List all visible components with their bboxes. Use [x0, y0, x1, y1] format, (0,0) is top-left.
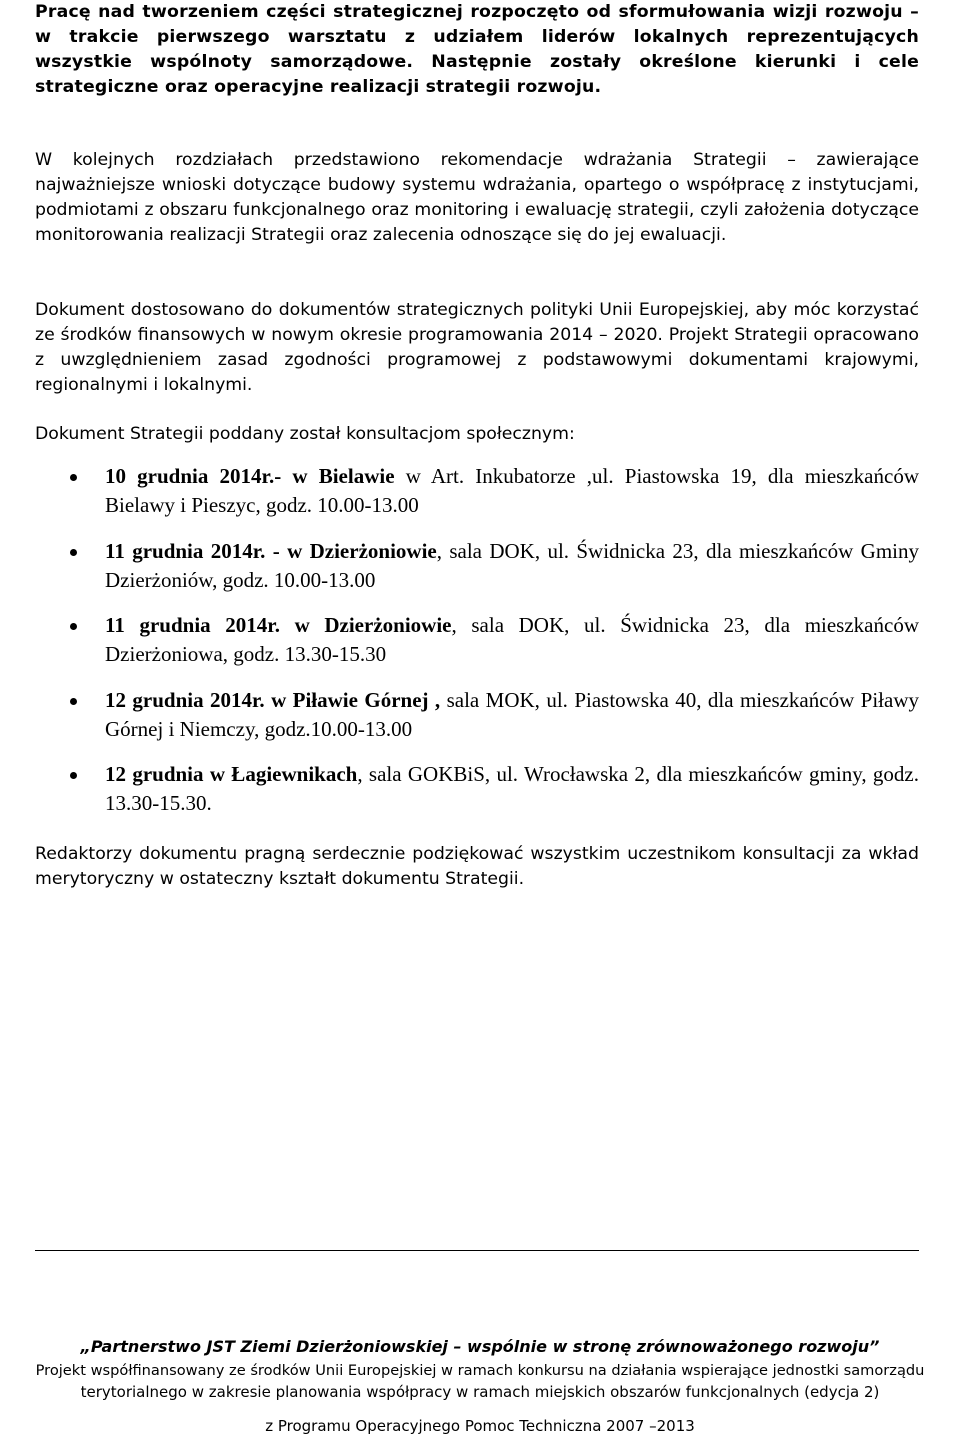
bullet-icon: [70, 549, 77, 556]
footer-tagline: „Partnerstwo JST Ziemi Dzierżoniowskiej – wspólnie w stronę zrównoważonego rozwoju”: [80, 1337, 880, 1356]
acknowledgement-paragraph: Redaktorzy dokumentu pragną serdecznie podziękować wszystkim uczestnikom konsultacji za wkład merytoryczny w ostateczny kształt dokumentu Strategii.: [35, 844, 919, 889]
consultation-details: w Art. Inkubatorze ,ul. Piastowska 19, dla mieszkańców Bielawy i Pieszyc, godz. 10.00-13.00: [105, 464, 919, 517]
consultation-date-place: 11 grudnia 2014r. - w Dzierżoniowie: [105, 539, 437, 563]
footer-funding-line-2: terytorialnego w zakresie planowania współpracy w ramach miejskich obszarów funkcjonalnych (edycja 2): [80, 1383, 880, 1401]
consultation-date-place: 12 grudnia 2014r. w Piławie Górnej ,: [105, 688, 441, 712]
footer-funding-line-1: Projekt współfinansowany ze środków Unii Europejskiej w ramach konkursu na działania wspierające jednostki samorządu: [35, 1362, 925, 1379]
footer-divider: [35, 1250, 919, 1251]
consultation-item: [105, 760, 919, 818]
intro-paragraph: Pracę nad tworzeniem części strategicznej rozpoczęto od sformułowania wizji rozwoju – w trakcie pierwszego warsztatu z udziałem liderów lokalnych reprezentujących wszystkie wspólnoty samorządowe. Następnie zostały określone kierunki i cele strategiczne oraz operacyjne realizacji strategii rozwoju.: [35, 2, 919, 97]
consultation-item: [105, 611, 919, 669]
consultation-date-place: 12 grudnia w Łagiewnikach: [105, 762, 358, 786]
consultation-item: [105, 462, 919, 520]
bullet-icon: [70, 474, 77, 481]
bullet-icon: [70, 698, 77, 705]
footer-program-line: z Programu Operacyjnego Pomoc Techniczna 2007 –2013: [265, 1417, 695, 1435]
consultation-item: [105, 537, 919, 595]
consultation-details: , sala GOKBiS, ul. Wrocławska 2, dla mieszkańców gminy, godz. 13.30-15.30.: [105, 762, 919, 815]
consultations-intro: Dokument Strategii poddany został konsultacjom społecznym:: [35, 424, 575, 444]
consultation-details: , sala DOK, ul. Świdnicka 23, dla mieszkańców Gminy Dzierżoniów, godz. 10.00-13.00: [105, 539, 919, 592]
consultation-details: , sala DOK, ul. Świdnicka 23, dla mieszkańców Dzierżoniowa, godz. 13.30-15.30: [105, 613, 919, 666]
implementation-paragraph: W kolejnych rozdziałach przedstawiono rekomendacje wdrażania Strategii – zawierające najważniejsze wnioski dotyczące budowy systemu wdrażania, opartego o współpracę z instytucjami, podmiotami z obszaru funkcjonalnego oraz monitoring i ewaluację strategii, czyli założenia dotyczące monitorowania realizacji Strategii oraz zalecenia odnoszące się do jej ewaluacji.: [35, 150, 919, 245]
consultation-date-place: 10 grudnia 2014r.- w Bielawie: [105, 464, 395, 488]
consultation-details: sala MOK, ul. Piastowska 40, dla mieszkańców Piławy Górnej i Niemczy, godz.10.00-13.00: [105, 688, 919, 741]
bullet-icon: [70, 623, 77, 630]
eu-alignment-paragraph: Dokument dostosowano do dokumentów strategicznych polityki Unii Europejskiej, aby móc korzystać ze środków finansowych w nowym okresie programowania 2014 – 2020. Projekt Strategii opracowano z uwzględnieniem zasad zgodności programowej z podstawowymi dokumentami krajowymi, regionalnymi i lokalnymi.: [35, 300, 919, 395]
consultation-item: [105, 686, 919, 744]
consultation-date-place: 11 grudnia 2014r. w Dzierżoniowie: [105, 613, 452, 637]
bullet-icon: [70, 772, 77, 779]
